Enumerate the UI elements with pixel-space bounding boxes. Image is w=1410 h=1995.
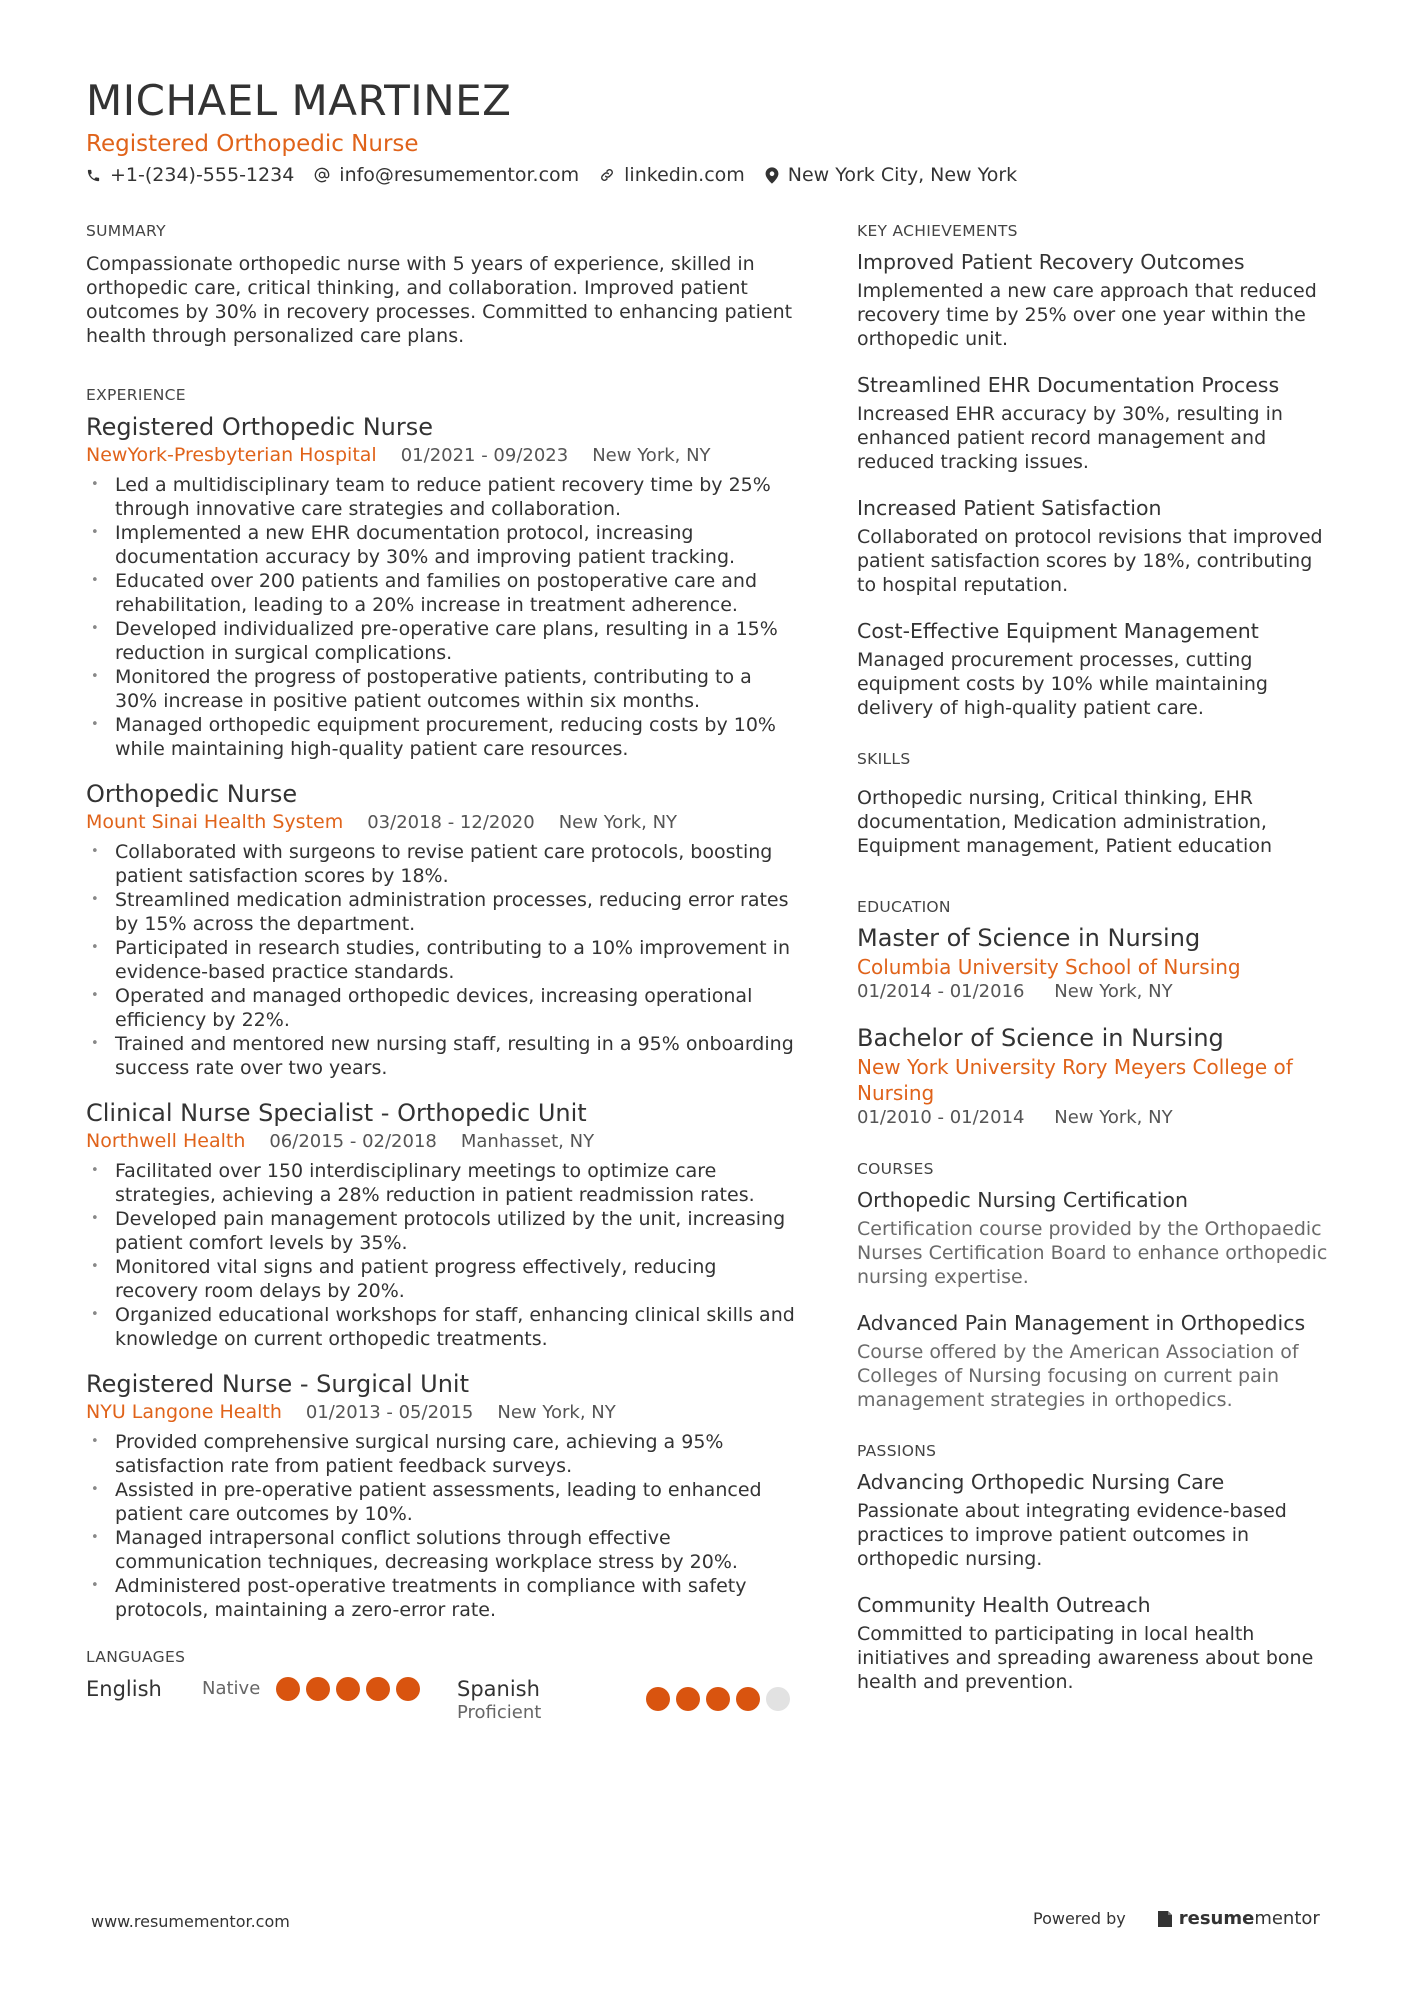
job-bullet: • Educated over 200 patients and families on postoperative care and rehabilitation, leading to a 20% increase in treatment adherence. bbox=[86, 569, 796, 617]
at-icon bbox=[314, 167, 330, 183]
job-bullet: • Managed orthopedic equipment procurement, reducing costs by 10% while maintaining high-quality patient care resources. bbox=[86, 713, 796, 761]
job-bullet: • Managed intrapersonal conflict solutions through effective communication techniques, decreasing workplace stress by 20%. bbox=[86, 1526, 796, 1574]
job-bullet: • Streamlined medication administration processes, reducing error rates by 15% across the department. bbox=[86, 888, 796, 936]
job-bullet: • Provided comprehensive surgical nursing care, achieving a 95% satisfaction rate from patient feedback surveys. bbox=[86, 1430, 796, 1478]
education-meta bbox=[857, 1106, 1337, 1130]
skills-section bbox=[857, 750, 1337, 858]
experience-heading: EXPERIENCE bbox=[86, 386, 186, 404]
link-icon bbox=[599, 167, 615, 183]
passion-text: Passionate about integrating evidence-based practices to improve patient outcomes in orthopedic nursing. bbox=[857, 1500, 1287, 1570]
job-title: Registered Nurse - Surgical Unit bbox=[86, 1370, 469, 1398]
achievements-heading: KEY ACHIEVEMENTS bbox=[857, 222, 1018, 240]
rating-dot-filled bbox=[366, 1677, 390, 1701]
job-bullet: • Organized educational workshops for staff, enhancing clinical skills and knowledge on current orthopedic treatments. bbox=[86, 1303, 796, 1351]
education-item bbox=[857, 922, 1337, 1004]
education-school: New York University Rory Meyers College of Nursing bbox=[857, 1055, 1293, 1105]
job-bullet: • Monitored the progress of postoperative patients, contributing to a 30% increase in positive patient outcomes within six months. bbox=[86, 665, 796, 713]
rating-dot-empty bbox=[766, 1687, 790, 1711]
achievement-item bbox=[857, 371, 1337, 474]
left-column bbox=[86, 222, 796, 1723]
course-item bbox=[857, 1309, 1337, 1412]
job-bullets bbox=[86, 1430, 796, 1622]
passions-heading: PASSIONS bbox=[857, 1442, 937, 1460]
footer-branding bbox=[1033, 1908, 1320, 1929]
passion-title: Advancing Orthopedic Nursing Care bbox=[857, 1470, 1225, 1494]
education-location: New York, NY bbox=[1054, 1107, 1173, 1128]
rating-dot-filled bbox=[646, 1687, 670, 1711]
job-bullet: • Led a multidisciplinary team to reduce patient recovery time by 25% through innovative care strategies and collaboration. bbox=[86, 473, 796, 521]
achievement-title: Cost-Effective Equipment Management bbox=[857, 619, 1259, 643]
course-item bbox=[857, 1186, 1337, 1289]
contact-linkedin-text: linkedin.com bbox=[624, 164, 745, 186]
achievement-item bbox=[857, 617, 1337, 720]
language-level: Native bbox=[202, 1678, 261, 1699]
job-bullet: • Operated and managed orthopedic devices, increasing operational efficiency by 22%. bbox=[86, 984, 796, 1032]
job-entry bbox=[86, 779, 796, 1080]
rating-dot-filled bbox=[306, 1677, 330, 1701]
rating-dot-filled bbox=[336, 1677, 360, 1701]
course-text: Course offered by the American Association of Colleges of Nursing focusing on current pain management strategies in orthopedics. bbox=[857, 1341, 1299, 1411]
job-bullet: • Implemented a new EHR documentation protocol, increasing documentation accuracy by 30% and improving patient tracking. bbox=[86, 521, 796, 569]
education-section bbox=[857, 898, 1337, 1130]
contact-linkedin[interactable] bbox=[599, 164, 745, 186]
job-meta bbox=[86, 442, 796, 469]
achievements-section bbox=[857, 222, 1337, 720]
language-rating bbox=[276, 1677, 426, 1701]
job-dates: 01/2013 - 05/2015 bbox=[305, 1402, 474, 1423]
passion-title: Community Health Outreach bbox=[857, 1593, 1151, 1617]
education-dates: 01/2010 - 01/2014 bbox=[857, 1107, 1025, 1128]
job-meta bbox=[86, 1399, 796, 1426]
contact-location-text: New York City, New York bbox=[787, 164, 1018, 186]
candidate-title: Registered Orthopedic Nurse bbox=[86, 131, 419, 157]
rating-dot-filled bbox=[676, 1687, 700, 1711]
job-dates: 03/2018 - 12/2020 bbox=[367, 812, 535, 833]
job-bullet: • Monitored vital signs and patient progress effectively, reducing recovery room delays by 20%. bbox=[86, 1255, 796, 1303]
job-location: New York, NY bbox=[592, 445, 711, 466]
passions-section bbox=[857, 1442, 1337, 1694]
job-bullet: • Facilitated over 150 interdisciplinary meetings to optimize care strategies, achieving a 28% reduction in patient readmission rates. bbox=[86, 1159, 796, 1207]
achievement-item bbox=[857, 494, 1337, 597]
job-company: Mount Sinai Health System bbox=[86, 811, 344, 833]
summary-section bbox=[86, 222, 796, 348]
education-item bbox=[857, 1022, 1337, 1130]
rating-dot-filled bbox=[736, 1687, 760, 1711]
education-school: Columbia University School of Nursing bbox=[857, 955, 1241, 979]
contact-location bbox=[765, 164, 1017, 186]
course-title: Orthopedic Nursing Certification bbox=[857, 1188, 1189, 1212]
rating-dot-filled bbox=[706, 1687, 730, 1711]
language-name: English bbox=[86, 1677, 162, 1701]
courses-heading: COURSES bbox=[857, 1160, 934, 1178]
achievement-text: Collaborated on protocol revisions that improved patient satisfaction scores by 18%, contributing to hospital reputation. bbox=[857, 526, 1323, 596]
job-title: Orthopedic Nurse bbox=[86, 780, 298, 808]
location-pin-icon bbox=[765, 167, 779, 184]
education-heading: EDUCATION bbox=[857, 898, 951, 916]
job-bullet: • Developed pain management protocols utilized by the unit, increasing patient comfort levels by 35%. bbox=[86, 1207, 796, 1255]
job-bullet: • Assisted in pre-operative patient assessments, leading to enhanced patient care outcomes by 10%. bbox=[86, 1478, 796, 1526]
education-degree: Master of Science in Nursing bbox=[857, 924, 1201, 952]
rating-dot-filled bbox=[276, 1677, 300, 1701]
skills-text: Orthopedic nursing, Critical thinking, EHR documentation, Medication administration, Equipment management, Patient education bbox=[857, 787, 1273, 857]
job-bullet: • Developed individualized pre-operative care plans, resulting in a 15% reduction in surgical complications. bbox=[86, 617, 796, 665]
footer-website[interactable]: www.resumementor.com bbox=[91, 1912, 290, 1931]
job-dates: 06/2015 - 02/2018 bbox=[269, 1131, 437, 1152]
job-company: NYU Langone Health bbox=[86, 1401, 282, 1423]
summary-heading: SUMMARY bbox=[86, 222, 166, 240]
job-entry bbox=[86, 1098, 796, 1351]
job-title: Registered Orthopedic Nurse bbox=[86, 413, 434, 441]
passion-text: Committed to participating in local health initiatives and spreading awareness about bone health and prevention. bbox=[857, 1623, 1314, 1693]
achievement-item bbox=[857, 248, 1337, 351]
summary-text: Compassionate orthopedic nurse with 5 years of experience, skilled in orthopedic care, critical thinking, and collaboration. Improved patient outcomes by 30% in recovery processes. Committed to enhancing patient health through personalized care plans. bbox=[86, 253, 793, 347]
brand-mark-icon bbox=[1156, 1909, 1174, 1929]
languages-row bbox=[86, 1676, 796, 1723]
achievement-title: Improved Patient Recovery Outcomes bbox=[857, 250, 1245, 274]
phone-icon bbox=[86, 168, 101, 183]
job-title: Clinical Nurse Specialist - Orthopedic Unit bbox=[86, 1099, 587, 1127]
job-bullet: • Administered post-operative treatments in compliance with safety protocols, maintaining a zero-error rate. bbox=[86, 1574, 796, 1622]
passion-item bbox=[857, 1591, 1337, 1694]
education-meta bbox=[857, 980, 1337, 1004]
job-dates: 01/2021 - 09/2023 bbox=[400, 445, 569, 466]
job-entry bbox=[86, 1369, 796, 1622]
job-meta bbox=[86, 809, 796, 836]
course-title: Advanced Pain Management in Orthopedics bbox=[857, 1311, 1306, 1335]
rating-dot-filled bbox=[396, 1677, 420, 1701]
language-rating bbox=[646, 1687, 796, 1711]
job-company: Northwell Health bbox=[86, 1130, 246, 1152]
job-meta bbox=[86, 1128, 796, 1155]
job-bullets bbox=[86, 473, 796, 761]
brand-logo[interactable] bbox=[1156, 1908, 1320, 1929]
contact-phone-text: +1-(234)-555-1234 bbox=[110, 164, 295, 186]
job-bullet: • Collaborated with surgeons to revise patient care protocols, boosting patient satisfaction scores by 18%. bbox=[86, 840, 796, 888]
right-column bbox=[857, 222, 1337, 1714]
job-location: New York, NY bbox=[558, 812, 678, 833]
languages-heading: LANGUAGES bbox=[86, 1648, 186, 1666]
job-bullet: • Participated in research studies, contributing to a 10% improvement in evidence-based practice standards. bbox=[86, 936, 796, 984]
education-location: New York, NY bbox=[1054, 981, 1173, 1002]
job-bullets bbox=[86, 840, 796, 1080]
job-entry bbox=[86, 412, 796, 761]
experience-section bbox=[86, 386, 796, 1622]
achievement-text: Implemented a new care approach that reduced recovery time by 25% over one year within the orthopedic unit. bbox=[857, 280, 1317, 350]
job-location: New York, NY bbox=[497, 1402, 616, 1423]
brand-name-light: mentor bbox=[1254, 1908, 1320, 1929]
language-name: Spanish bbox=[457, 1677, 540, 1701]
candidate-name: MICHAEL MARTINEZ bbox=[86, 76, 512, 125]
job-bullet: • Trained and mentored new nursing staff, resulting in a 95% onboarding success rate over two years. bbox=[86, 1032, 796, 1080]
language-level: Proficient bbox=[457, 1702, 542, 1723]
achievement-text: Increased EHR accuracy by 30%, resulting in enhanced patient record management and reduced tracking issues. bbox=[857, 403, 1283, 473]
brand-name-bold: resume bbox=[1178, 1908, 1255, 1929]
job-bullets bbox=[86, 1159, 796, 1351]
job-location: Manhasset, NY bbox=[460, 1131, 595, 1152]
contact-bar bbox=[86, 164, 1037, 186]
language-item bbox=[457, 1676, 796, 1723]
skills-heading: SKILLS bbox=[857, 750, 911, 768]
languages-section bbox=[86, 1648, 796, 1723]
achievement-title: Increased Patient Satisfaction bbox=[857, 496, 1162, 520]
education-dates: 01/2014 - 01/2016 bbox=[857, 981, 1025, 1002]
course-text: Certification course provided by the Orthopaedic Nurses Certification Board to enhance orthopedic nursing expertise. bbox=[857, 1218, 1328, 1288]
powered-by-label: Powered by bbox=[1033, 1909, 1126, 1928]
contact-email-text: info@resumementor.com bbox=[339, 164, 580, 186]
education-degree: Bachelor of Science in Nursing bbox=[857, 1024, 1224, 1052]
achievement-text: Managed procurement processes, cutting equipment costs by 10% while maintaining delivery of high-quality patient care. bbox=[857, 649, 1268, 719]
language-item bbox=[86, 1676, 457, 1702]
contact-phone[interactable] bbox=[86, 164, 294, 186]
courses-section bbox=[857, 1160, 1337, 1412]
passion-item bbox=[857, 1468, 1337, 1571]
contact-email[interactable] bbox=[314, 164, 579, 186]
achievement-title: Streamlined EHR Documentation Process bbox=[857, 373, 1280, 397]
job-company: NewYork-Presbyterian Hospital bbox=[86, 444, 377, 466]
